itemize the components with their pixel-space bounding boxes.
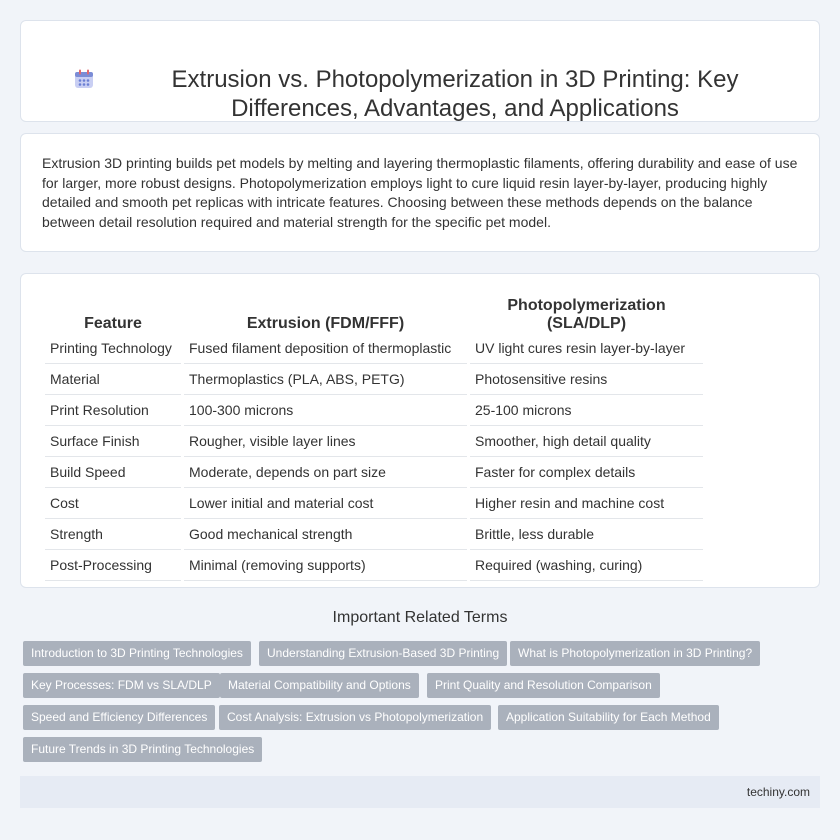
table-cell: Thermoplastics (PLA, ABS, PETG) — [184, 364, 467, 395]
table-header-row — [45, 295, 703, 333]
column-header-feature: Feature — [84, 315, 142, 332]
table-cell: 25-100 microns — [470, 395, 703, 426]
column-header-photopolymerization: Photopolymerization (SLA/DLP) — [507, 297, 666, 332]
table-cell: Required (washing, curing) — [470, 550, 703, 581]
related-tag[interactable]: Introduction to 3D Printing Technologies — [23, 641, 251, 666]
intro-paragraph: Extrusion 3D printing builds pet models by melting and layering thermoplastic filaments, offering durability and ease of use for larger, more robust designs. Photopolymerization employs light to cure liquid resin layer-by-layer, producing highly detailed and smooth pet replicas with intricate features. Choosing between these methods depends on the balance between detail resolution required and material strength for the specific pet model. — [42, 155, 798, 231]
table-cell: Build Speed — [45, 457, 181, 488]
related-tag[interactable]: Future Trends in 3D Printing Technologies — [23, 737, 262, 762]
table-cell: Fused filament deposition of thermoplastic — [184, 333, 467, 364]
table-cell: Cost — [45, 488, 181, 519]
table-cell: Good mechanical strength — [184, 519, 467, 550]
comparison-table — [42, 295, 706, 581]
table-row — [45, 395, 703, 426]
table-cell: Post-Processing — [45, 550, 181, 581]
table-cell: 100-300 microns — [184, 395, 467, 426]
table-cell: Brittle, less durable — [470, 519, 703, 550]
table-cell: Minimal (removing supports) — [184, 550, 467, 581]
table-cell: Printing Technology — [45, 333, 181, 364]
table-row — [45, 364, 703, 395]
table-cell: Moderate, depends on part size — [184, 457, 467, 488]
table-cell: Higher resin and machine cost — [470, 488, 703, 519]
page-title: Extrusion vs. Photopolymerization in 3D Printing: Key Differences, Advantages, and Applications — [171, 66, 739, 122]
table-cell: Print Resolution — [45, 395, 181, 426]
table-cell: Photosensitive resins — [470, 364, 703, 395]
table-cell: Lower initial and material cost — [184, 488, 467, 519]
table-cell: Smoother, high detail quality — [470, 426, 703, 457]
table-row — [45, 488, 703, 519]
table-row — [45, 519, 703, 550]
table-cell: Material — [45, 364, 181, 395]
related-tag[interactable]: Print Quality and Resolution Comparison — [427, 673, 660, 698]
calendar-icon — [73, 68, 95, 90]
table-cell: UV light cures resin layer-by-layer — [470, 333, 703, 364]
related-tag[interactable]: Cost Analysis: Extrusion vs Photopolymerization — [219, 705, 491, 730]
comparison-card — [20, 273, 820, 588]
column-header-extrusion: Extrusion (FDM/FFF) — [246, 315, 405, 332]
related-tag[interactable]: Key Processes: FDM vs SLA/DLP — [23, 673, 220, 698]
table-row — [45, 333, 703, 364]
related-tag[interactable]: Understanding Extrusion-Based 3D Printing — [259, 641, 507, 666]
related-tag[interactable]: Speed and Efficiency Differences — [23, 705, 215, 730]
table-cell: Strength — [45, 519, 181, 550]
footer-site-link[interactable]: techiny.com — [746, 785, 810, 799]
title-card — [20, 20, 820, 122]
table-row — [45, 426, 703, 457]
table-cell: Faster for complex details — [470, 457, 703, 488]
related-tag[interactable]: Material Compatibility and Options — [220, 673, 419, 698]
table-row — [45, 457, 703, 488]
table-row — [45, 550, 703, 581]
related-terms-heading: Important Related Terms — [332, 609, 508, 626]
table-cell: Rougher, visible layer lines — [184, 426, 467, 457]
table-cell: Surface Finish — [45, 426, 181, 457]
related-tag[interactable]: Application Suitability for Each Method — [498, 705, 719, 730]
footer — [20, 776, 820, 808]
intro-card — [20, 133, 820, 252]
related-tag[interactable]: What is Photopolymerization in 3D Printing? — [510, 641, 760, 666]
